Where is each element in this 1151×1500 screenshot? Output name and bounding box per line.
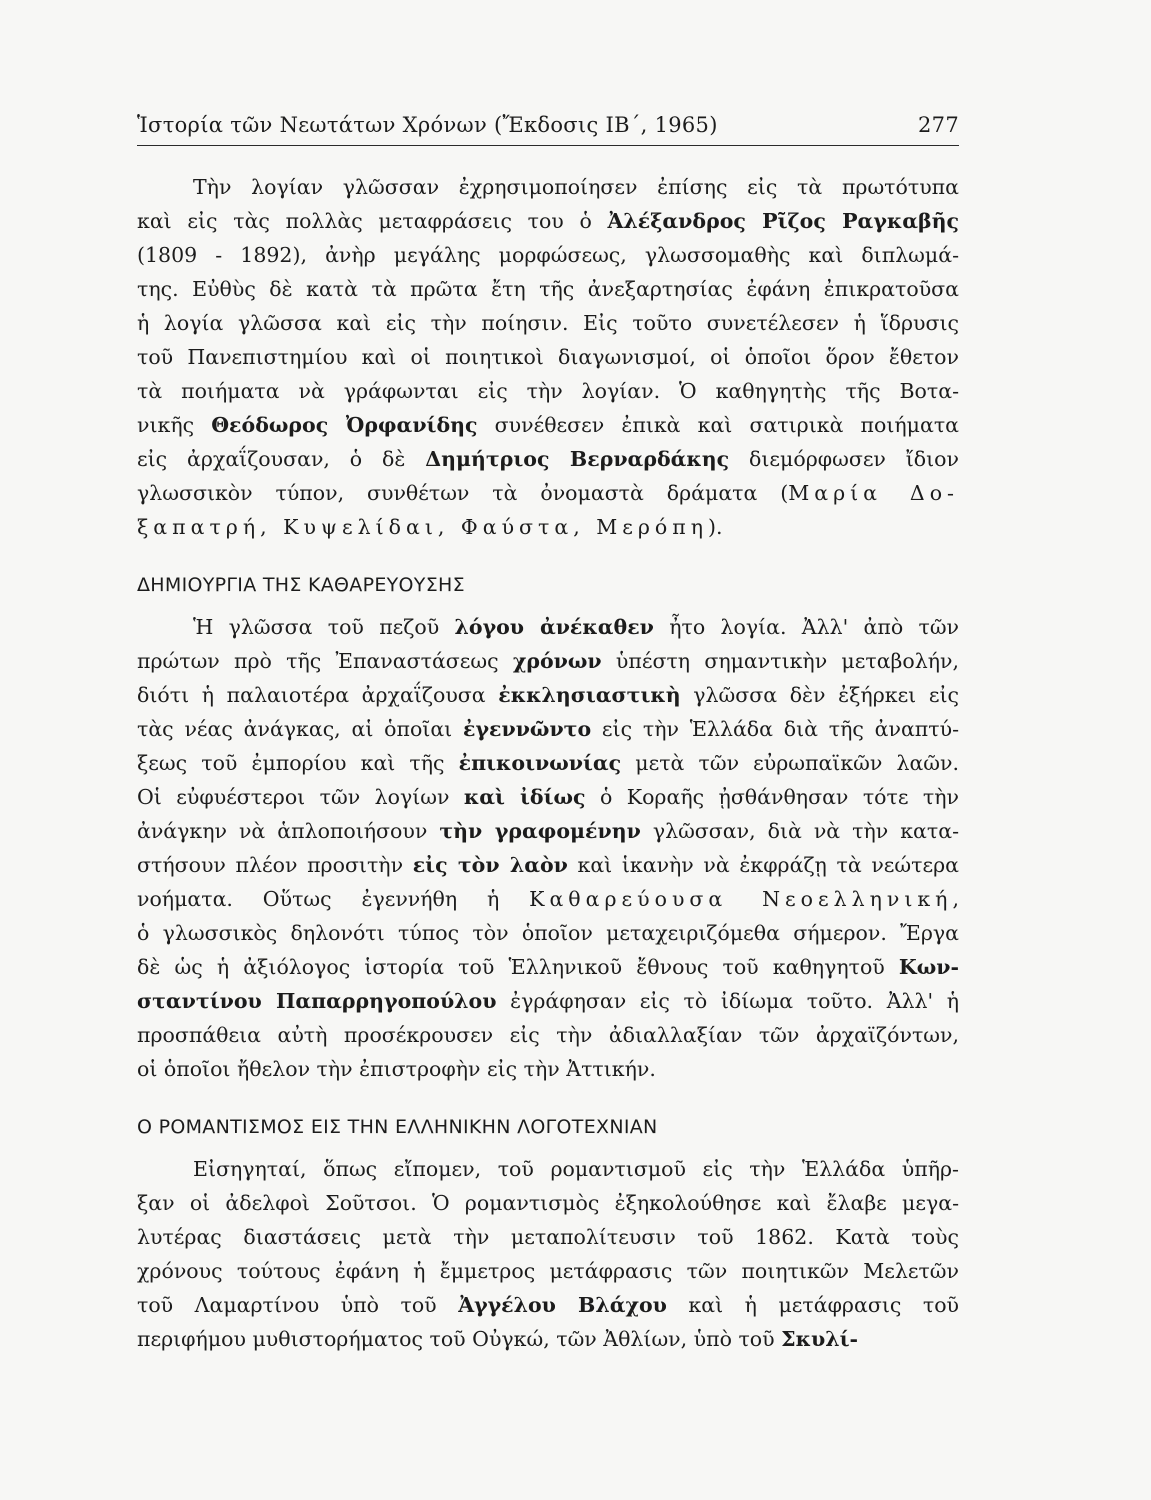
text-run: διότι ἡ παλαιοτέρα ἀρχαΐζουσα (137, 683, 499, 707)
text-run: ἀνάγκην νὰ ἁπλοποιήσουν (137, 819, 440, 843)
paragraph-2 (137, 610, 959, 1086)
text-run: δὲ ὡς ἡ ἀξιόλογος ἱστορία τοῦ Ἑλληνικοῦ ἔθνους τοῦ καθηγητοῦ (137, 955, 899, 979)
section-heading-1: ΔΗΜΙΟΥΡΓΙΑ ΤΗΣ ΚΑΘΑΡΕΥΟΥΣΗΣ (137, 574, 465, 596)
bold-name: Ἀγγέλου Βλάχου (458, 1293, 667, 1317)
text-line (137, 510, 959, 544)
text-run: προσπάθεια αὐτὴ προσέκρουσεν εἰς τὴν ἀδιαλλαξίαν τῶν ἀρχαϊζόντων, (137, 1023, 959, 1047)
spaced-title: Καθαρεύουσα Νεοελληνική (529, 887, 953, 911)
text-run: ἡ λογία γλῶσσα καὶ εἰς τὴν ποίησιν. Εἰς τοῦτο συνετέλεσεν ἡ ἵδρυσις (137, 311, 959, 335)
text-run: Τὴν λογίαν γλῶσσαν ἐχρησιμοποίησεν ἐπίσης εἰς τὰ πρωτότυπα (193, 175, 959, 199)
text-run: καὶ εἰς τὰς πολλὰς μεταφράσεις του ὁ (137, 209, 608, 233)
text-run: εἰς τὴν Ἑλλάδα διὰ τῆς ἀναπτύ- (591, 717, 960, 741)
text-line (137, 1186, 959, 1220)
text-run: τοῦ Πανεπιστημίου καὶ οἱ ποιητικοὶ διαγωνισμοί, οἱ ὁποῖοι ὅρον ἔθετον (137, 345, 959, 369)
text-line (137, 644, 959, 678)
text-run: μετὰ τῶν εὐρωπαϊκῶν λαῶν. (621, 751, 959, 775)
text-line (137, 408, 959, 442)
text-line (137, 984, 959, 1018)
paragraph-1 (137, 170, 959, 544)
text-run: λυτέρας διαστάσεις μετὰ τὴν μεταπολίτευσιν τοῦ 1862. Κατὰ τοὺς (137, 1225, 959, 1249)
text-line (137, 1052, 959, 1086)
body-text (137, 170, 959, 1356)
text-line (137, 476, 959, 510)
text-line (137, 1322, 959, 1356)
text-line (137, 374, 959, 408)
text-run: ξεως τοῦ ἐμπορίου καὶ τῆς (137, 751, 459, 775)
text-line (137, 204, 959, 238)
text-run: γλῶσσα δὲν ἐξήρκει εἰς (680, 683, 959, 707)
text-line (137, 1254, 959, 1288)
text-run: τὰ ποιήματα νὰ γράφωνται εἰς τὴν λογίαν. Ὁ καθηγητὴς τῆς Βοτα- (137, 379, 959, 403)
bold-name: Θεόδωρος Ὀρφανίδης (211, 413, 478, 437)
bold-name: λόγου ἀνέκαθεν (454, 615, 654, 639)
text-line (137, 916, 959, 950)
page-number: 277 (918, 113, 959, 137)
running-title: Ἱστορία τῶν Νεωτάτων Χρόνων (Ἔκδοσις ΙΒ΄, 1965) (137, 113, 718, 137)
text-line (137, 780, 959, 814)
text-run: περιφήμου μυθιστορήματος τοῦ Οὐγκώ, τῶν Ἀθλίων, ὑπὸ τοῦ (137, 1327, 782, 1351)
bold-name: τὴν γραφομένην (439, 819, 641, 843)
text-run: , (952, 887, 959, 911)
spaced-title: ξαπατρή, Κυψελίδαι, Φαύστα, Μερόπη (137, 515, 709, 539)
section-heading-2: Ο ΡΟΜΑΝΤΙΣΜΟΣ ΕΙΣ ΤΗΝ ΕΛΛΗΝΙΚΗΝ ΛΟΓΟΤΕΧΝΙΑΝ (137, 1116, 658, 1138)
text-run: γλῶσσαν, διὰ νὰ τὴν κατα- (640, 819, 959, 843)
text-run: οἱ ὁποῖοι ἤθελον τὴν ἐπιστροφὴν εἰς τὴν Ἀττικήν. (137, 1057, 656, 1081)
text-run: ἐγράφησαν εἰς τὸ ἰδίωμα τοῦτο. Ἀλλ' ἡ (496, 989, 960, 1013)
text-line (137, 814, 959, 848)
text-run: καὶ ἡ μετάφρασις τοῦ (666, 1293, 960, 1317)
text-run: νοήματα. Οὕτως ἐγεννήθη ἡ (137, 887, 530, 911)
text-line (137, 272, 959, 306)
text-line (137, 238, 959, 272)
text-run: νικῆς (137, 413, 212, 437)
text-line (137, 746, 959, 780)
text-line (137, 1220, 959, 1254)
text-run: καὶ ἱκανὴν νὰ ἐκφράζῃ τὰ νεώτερα (567, 853, 959, 877)
text-line (137, 950, 959, 984)
text-run: εἰς ἀρχαΐζουσαν, ὁ δὲ (137, 447, 426, 471)
text-line (137, 882, 959, 916)
bold-name: Ἀλέξανδρος Ρῖζος Ραγκαβῆς (607, 209, 959, 233)
text-line (137, 340, 959, 374)
text-run: γλωσσικὸν τύπον, συνθέτων τὰ ὀνομαστὰ δράματα ( (137, 481, 789, 505)
spaced-title: Μαρία Δο- (788, 481, 959, 505)
bold-name: Δημήτριος Βερναρδάκης (425, 447, 730, 471)
text-run: της. Εὐθὺς δὲ κατὰ τὰ πρῶτα ἔτη τῆς ἀνεξαρτησίας ἐφάνη ἐπικρατοῦσα (137, 277, 959, 301)
text-run: Οἱ εὐφυέστεροι τῶν λογίων (137, 785, 464, 809)
text-run: Ἡ γλῶσσα τοῦ πεζοῦ (193, 615, 455, 639)
text-line (137, 170, 959, 204)
text-run: διεμόρφωσεν ἴδιον (729, 447, 959, 471)
text-run: τοῦ Λαμαρτίνου ὑπὸ τοῦ (137, 1293, 459, 1317)
text-run: ὑπέστη σημαντικὴν μεταβολήν, (601, 649, 959, 673)
text-run: ). (708, 515, 723, 539)
bold-name: Σκυλί- (781, 1327, 858, 1351)
running-header (137, 108, 959, 146)
text-line (137, 678, 959, 712)
text-run: (1809 - 1892), ἀνὴρ μεγάλης μορφώσεως, γλωσσομαθὴς καὶ διπλωμά- (137, 243, 959, 267)
text-line (137, 712, 959, 746)
paragraph-3 (137, 1152, 959, 1356)
text-run: ὁ γλωσσικὸς δηλονότι τύπος τὸν ὁποῖον μεταχειριζόμεθα σήμερον. Ἔργα (137, 921, 959, 945)
bold-name: χρόνων (512, 649, 602, 673)
text-run: Εἰσηγηταί, ὅπως εἴπομεν, τοῦ ρομαντισμοῦ εἰς τὴν Ἑλλάδα ὑπῆρ- (193, 1157, 959, 1181)
text-line (137, 848, 959, 882)
text-line (137, 1288, 959, 1322)
bold-name: ἐγεννῶντο (463, 717, 592, 741)
text-run: χρόνους τούτους ἐφάνη ἡ ἔμμετρος μετάφρασις τῶν ποιητικῶν Μελετῶν (137, 1259, 959, 1283)
text-line (137, 1152, 959, 1186)
text-run: στήσουν πλέον προσιτὴν (137, 853, 413, 877)
text-run: ἦτο λογία. Ἀλλ' ἀπὸ τῶν (653, 615, 960, 639)
text-line (137, 442, 959, 476)
text-line (137, 306, 959, 340)
text-run: ὁ Κοραῆς ᾐσθάνθησαν τότε τὴν (585, 785, 960, 809)
text-run: συνέθεσεν ἐπικὰ καὶ σατιρικὰ ποιήματα (477, 413, 960, 437)
bold-name: εἰς τὸν λαὸν (412, 853, 568, 877)
text-run: τὰς νέας ἀνάγκας, αἱ ὁποῖαι (137, 717, 464, 741)
bold-name: Κων- (898, 955, 959, 979)
bold-name: ἐπικοινωνίας (458, 751, 622, 775)
bold-name: καὶ ἰδίως (463, 785, 586, 809)
text-line (137, 1018, 959, 1052)
text-run: ξαν οἱ ἀδελφοὶ Σοῦτσοι. Ὁ ρομαντισμὸς ἐξηκολούθησε καὶ ἔλαβε μεγα- (137, 1191, 959, 1215)
bold-name: ἐκκλησιαστικὴ (498, 683, 681, 707)
text-line (137, 610, 959, 644)
text-run: πρώτων πρὸ τῆς Ἐπαναστάσεως (137, 649, 513, 673)
bold-name: σταντίνου Παπαρρηγοπούλου (137, 989, 497, 1013)
